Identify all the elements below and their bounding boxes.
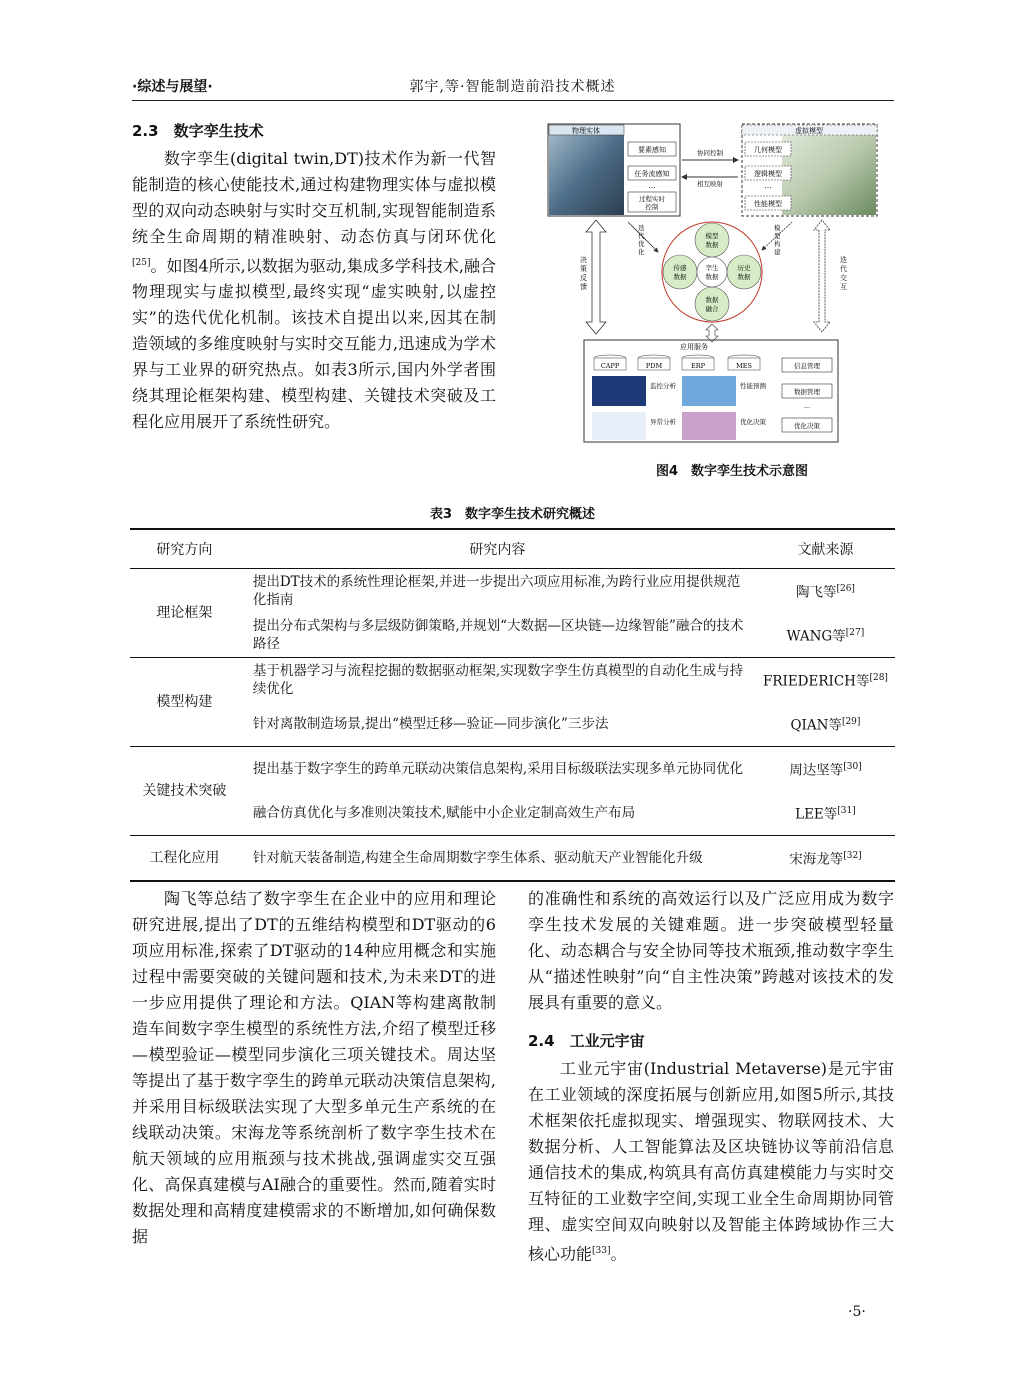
cell-direction: 关键技术突破 xyxy=(130,747,239,836)
arrow-label-top: 协同控制 xyxy=(697,149,723,157)
virtual-render xyxy=(782,134,876,215)
figure-4-digital-twin-diagram xyxy=(572,122,882,444)
svg-text:…: … xyxy=(803,402,811,410)
cell-content: 融合仿真优化与多准则决策技术,赋能中小企业定制高效生产布局 xyxy=(239,791,756,836)
cell-source: 周达坚等[30] xyxy=(789,762,862,779)
svg-text:…: … xyxy=(648,182,656,190)
table-row xyxy=(130,791,895,836)
svg-text:几何模型: 几何模型 xyxy=(754,146,782,154)
cell-source: 宋海龙等[32] xyxy=(756,836,895,882)
cell-direction: 模型构建 xyxy=(130,658,239,747)
table-row xyxy=(130,658,895,703)
table-row xyxy=(130,747,895,792)
body-left-column xyxy=(132,886,496,1250)
svg-text:…: … xyxy=(764,182,772,190)
svg-text:融合: 融合 xyxy=(705,305,719,313)
svg-text:监控分析: 监控分析 xyxy=(650,382,676,390)
table-3-caption: 表3 数字孪生技术研究概述 xyxy=(429,507,596,522)
iter-opt-label: 迭代优化 xyxy=(638,224,645,256)
left-vertical-label: 决策反馈 xyxy=(580,256,587,291)
svg-text:异常分析: 异常分析 xyxy=(650,418,676,426)
section-2-4-title: 2.4 工业元宇宙 xyxy=(528,1032,645,1050)
svg-text:控制: 控制 xyxy=(645,203,659,211)
virtual-model-label: 虚拟模型 xyxy=(795,127,823,135)
right-vertical-label: 迭代交互 xyxy=(840,256,847,291)
svg-text:过程实时: 过程实时 xyxy=(639,195,665,203)
left-bidirectional-arrow xyxy=(586,220,606,334)
cell-direction: 工程化应用 xyxy=(130,836,239,882)
svg-text:CAPP: CAPP xyxy=(600,362,620,370)
svg-text:数据: 数据 xyxy=(705,273,719,281)
table-row xyxy=(130,613,895,658)
svg-text:信息管理: 信息管理 xyxy=(794,362,820,370)
figure-4-caption: 图4 数字孪生技术示意图 xyxy=(655,464,809,479)
section-2-4-text: 工业元宇宙(Industrial Metaverse)是元宇宙在工业领域的深度拓展与创新应用,如图5所示,其技术框架依托虚拟现实、增强现实、物联网技术、大数据分析、人工智能算法及区块链协议等前沿信息通信技术的集成,构筑具有高仿真建模能力与实时交互特征的工业数字空间,实现工业全生命周期协同管理、虚实空间双向映射以及智能主体跨域协作三大核心功能 xyxy=(528,1059,894,1264)
svg-text:传感: 传感 xyxy=(673,264,687,272)
svg-text:性能模型: 性能模型 xyxy=(754,200,782,208)
svg-text:任务流感知: 任务流感知 xyxy=(634,170,670,178)
table-3 xyxy=(130,528,895,882)
app-function-thumbnails xyxy=(592,376,767,440)
section-2-3-title: 2.3 数字孪生技术 xyxy=(132,122,264,140)
model-build-label: 模型构建 xyxy=(774,224,781,256)
svg-text:MES: MES xyxy=(736,362,752,370)
body-right-paragraph: 的准确性和系统的高效运行以及广泛应用成为数字孪生技术发展的关键难题。进一步突破模型轻量化、动态耦合与安全协同等技术瓶颈,推动数字孪生从“描述性映射”向“自主性决策”跨越对该技术的发展具有重要的意义。 xyxy=(528,889,894,1012)
svg-text:历史: 历史 xyxy=(737,264,751,272)
physical-boxes xyxy=(628,142,676,212)
cell-source: 陶飞等[26] xyxy=(795,584,855,601)
page-number: ·5· xyxy=(848,1304,866,1320)
cell-content: 提出分布式架构与多层级防御策略,并规划“大数据—区块链—边缘智能”融合的技术路径 xyxy=(239,613,756,658)
cell-source: FRIEDERICH等[28] xyxy=(762,673,888,690)
svg-text:ERP: ERP xyxy=(690,362,706,370)
cell-content: 基于机器学习与流程挖掘的数据驱动框架,实现数字孪生仿真模型的自动化生成与持续优化 xyxy=(252,663,744,697)
twin-data-petals xyxy=(663,223,761,321)
svg-text:要素感知: 要素感知 xyxy=(638,146,666,154)
factory-photo xyxy=(549,134,624,215)
col-header-direction: 研究方向 xyxy=(130,529,239,569)
app-right-list xyxy=(782,358,832,432)
section-2-3-paragraph xyxy=(132,146,496,435)
svg-text:数据: 数据 xyxy=(705,241,719,249)
para1-text: 数字孪生(digital twin,DT)技术作为新一代智能制造的核心使能技术,通过构建物理实体与虚拟模型的双向动态映射与实时交互机制,实现智能制造系统全生命周期的精准映射、动态仿真与闭环优化 xyxy=(132,149,496,246)
svg-text:数据管理: 数据管理 xyxy=(794,388,820,396)
citation-33: [33] xyxy=(592,1246,611,1256)
cell-content: 提出DT技术的系统性理论框架,并进一步提出六项应用标准,为跨行业应用提供规范化指南 xyxy=(252,574,741,608)
citation-25: [25] xyxy=(132,258,151,268)
header-rule xyxy=(132,100,894,101)
col-header-source: 文献来源 xyxy=(756,529,895,569)
cell-content: 提出基于数字孪生的跨单元联动决策信息架构,采用目标级联法实现多单元协同优化 xyxy=(252,761,744,777)
section-tag: ·综述与展望· xyxy=(132,79,213,95)
svg-text:逻辑模型: 逻辑模型 xyxy=(754,170,782,178)
body-right-column xyxy=(528,886,894,1016)
table-row xyxy=(130,836,895,882)
table-row xyxy=(130,702,895,747)
app-services-label: 应用服务 xyxy=(680,343,708,351)
col-header-content: 研究内容 xyxy=(239,529,756,569)
table-row xyxy=(130,569,895,614)
app-databases xyxy=(594,355,760,370)
physical-entity-label: 物理实体 xyxy=(572,127,600,135)
svg-text:数据: 数据 xyxy=(737,273,751,281)
section-2-4-paragraph: 工业元宇宙(Industrial Metaverse)是元宇宙在工业领域的深度拓展与创新应用,如图5所示,其技术框架依托虚拟现实、增强现实、物联网技术、大数据分析、人工智能算法及区块链协议等前沿信息通信技术的集成,构筑具有高仿真建模能力与实时交互特征的工业数字空间,实现工业全生命周期协同管理、虚实空间双向映射以及智能主体跨域协作三大核心功能[33]。 xyxy=(528,1059,894,1264)
right-bidirectional-arrow xyxy=(814,220,830,332)
svg-text:孪生: 孪生 xyxy=(705,264,719,272)
cell-source: QIAN等[29] xyxy=(756,702,895,747)
body-left-paragraph: 陶飞等总结了数字孪生在企业中的应用和理论研究进展,提出了DT的五维结构模型和DT驱动的6项应用标准,探索了DT驱动的14种应用概念和实施过程中需要突破的关键问题和技术,为未来DT的进一步应用提供了理论和方法。QIAN等构建离散制造车间数字孪生模型的系统性方法,介绍了模型迁移—模型验证—模型同步演化三项关键技术。周达坚等提出了基于数字孪生的跨单元联动决策信息架构,并采用目标级联法实现了大型多单元生产系统的在线联动决策。宋海龙等系统剖析了数字孪生技术在航天领域的应用瓶颈与技术挑战,强调虚实交互强化、高保真建模与AI融合的重要性。然而,随着实时数据处理和高精度建模需求的不断增加,如何确保数据 xyxy=(132,889,496,1246)
running-title: 郭宇,等·智能制造前沿技术概述 xyxy=(409,79,616,95)
virtual-boxes xyxy=(745,142,791,210)
arrow-label-bottom: 相互映射 xyxy=(697,180,723,188)
svg-text:优化决策: 优化决策 xyxy=(740,418,766,426)
svg-text:模型: 模型 xyxy=(705,232,719,240)
svg-text:PDM: PDM xyxy=(645,362,663,370)
cell-direction: 理论框架 xyxy=(130,569,239,658)
cell-source: LEE等[31] xyxy=(756,791,895,836)
svg-text:性能预测: 性能预测 xyxy=(740,382,766,390)
svg-text:数据: 数据 xyxy=(673,273,687,281)
cell-content: 针对离散制造场景,提出“模型迁移—验证—同步演化”三步法 xyxy=(239,702,756,747)
svg-text:优化决策: 优化决策 xyxy=(794,422,820,430)
cell-source: WANG等[27] xyxy=(756,613,895,658)
cell-content: 针对航天装备制造,构建全生命周期数字孪生体系、驱动航天产业智能化升级 xyxy=(239,836,756,882)
svg-text:数据: 数据 xyxy=(705,296,719,304)
para1-text-rest: 。如图4所示,以数据为驱动,集成多学科技术,融合物理现实与虚拟模型,最终实现“虚实映射,以虚控实”的迭代优化机制。该技术自提出以来,因其在制造领域的多维度映射与实时交互能力,迅速成为学术界与工业界的研究热点。如表3所示,国内外学者围绕其理论框架构建、模型构建、关键技术突破及工程化应用展开了系统性研究。 xyxy=(132,256,496,432)
